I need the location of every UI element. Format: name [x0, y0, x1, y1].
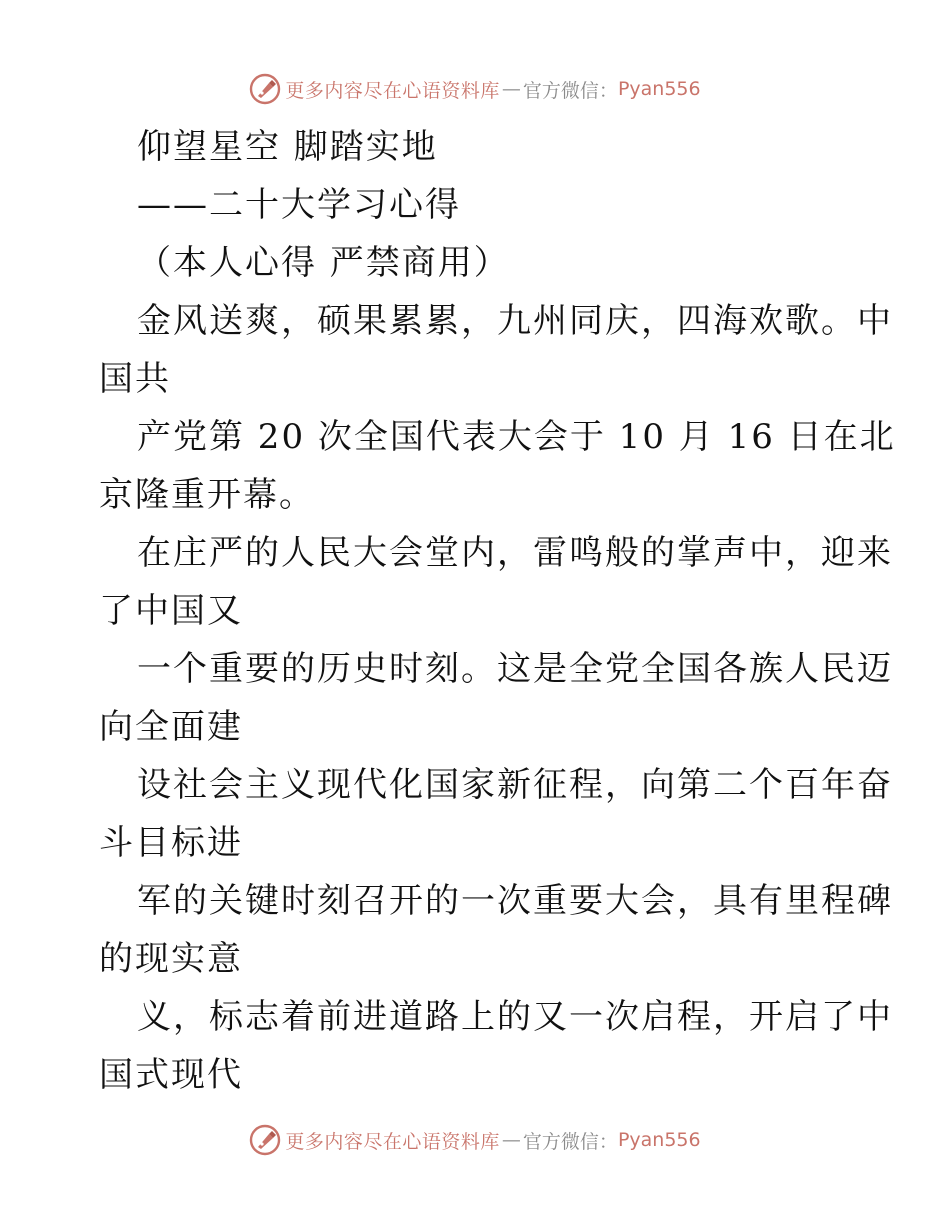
watermark-separator: — [501, 78, 521, 100]
text-line: 设社会主义现代化国家新征程，向第二个百年奋 [137, 765, 893, 805]
watermark-label: 官方微信： [522, 1130, 618, 1153]
document-title: 仰望星空 脚踏实地 [137, 127, 438, 167]
text-line: 一个重要的历史时刻。这是全党全国各族人民迈 [137, 649, 893, 689]
text-line: 了中国又 [99, 591, 243, 631]
text-line: 金风送爽，硕果累累，九州同庆，四海欢歌。中 [137, 301, 893, 341]
footer-watermark [0, 1124, 950, 1156]
document-note: （本人心得 严禁商用） [137, 243, 510, 283]
watermark-label: 官方微信： [522, 79, 618, 102]
text-line: 国共 [99, 359, 171, 399]
watermark-separator: — [501, 1129, 521, 1151]
watermark-text: 更多内容尽在心语资料库 [285, 1130, 500, 1153]
text-line: 在庄严的人民大会堂内，雷鸣般的掌声中，迎来 [137, 533, 893, 573]
text-line: 向全面建 [99, 707, 243, 747]
text-line: 国式现代 [99, 1055, 243, 1095]
text-line: 京隆重开幕。 [99, 475, 315, 515]
text-line: 的现实意 [99, 939, 243, 979]
text-line: 义，标志着前进道路上的又一次启程，开启了中 [137, 997, 893, 1037]
pen-nib-logo-icon [249, 73, 281, 105]
text-line: 产党第 20 次全国代表大会于 10 月 16 日在北 [137, 417, 896, 457]
watermark-wechat-id: Pyan556 [617, 1129, 701, 1151]
watermark-text: 更多内容尽在心语资料库 [285, 79, 500, 102]
watermark-wechat-id: Pyan556 [617, 78, 701, 100]
document-subtitle: ——二十大学习心得 [137, 185, 461, 225]
pen-nib-logo-icon [249, 1124, 281, 1156]
header-watermark [0, 73, 950, 105]
text-line: 军的关键时刻召开的一次重要大会，具有里程碑 [137, 881, 893, 921]
text-line: 斗目标进 [99, 823, 243, 863]
